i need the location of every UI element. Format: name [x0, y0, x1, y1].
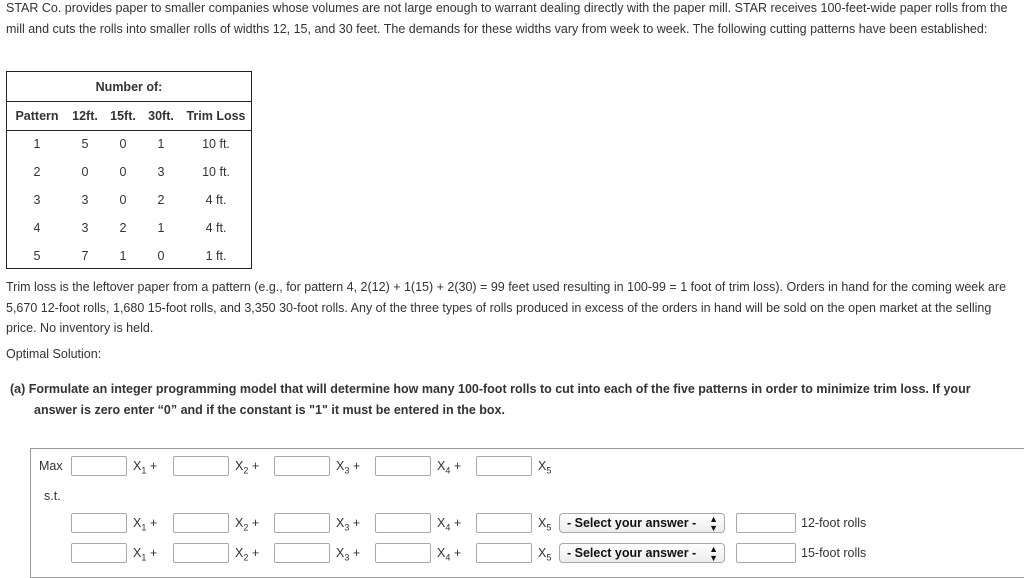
header-trim-loss: Trim Loss — [186, 109, 246, 123]
var-sub: 2 — [243, 465, 249, 476]
plus-sign: + — [251, 516, 260, 530]
table-cell: 4 ft. — [205, 221, 227, 235]
plus-sign: + — [352, 516, 361, 530]
var-letter: X — [538, 516, 547, 530]
objective-row — [31, 454, 1024, 478]
var-x3 — [336, 516, 360, 533]
var-sub: 1 — [141, 522, 147, 533]
plus-sign: + — [149, 516, 158, 530]
var-letter: X — [133, 546, 142, 560]
objective-coef-x4[interactable] — [375, 456, 431, 476]
table-cell: 1 — [33, 137, 41, 151]
table-cell: 0 — [119, 193, 127, 207]
header-30ft: 30ft. — [148, 109, 174, 123]
table-cell: 1 ft. — [205, 249, 227, 263]
table-row — [7, 159, 251, 187]
st-row — [31, 484, 1024, 508]
table-cell: 1 — [157, 137, 165, 151]
table-cell: 1 — [119, 249, 127, 263]
select-label: - Select your answer - — [567, 516, 697, 530]
plus-sign: + — [352, 459, 361, 473]
var-letter: X — [235, 459, 244, 473]
var-x1 — [133, 546, 157, 563]
var-letter: X — [235, 546, 244, 560]
header-15ft: 15ft. — [110, 109, 136, 123]
var-sub: 2 — [243, 552, 249, 563]
c2-coef-x1[interactable] — [71, 543, 127, 563]
part-a-text-line1: Formulate an integer programming model that will determine how many 100-foot rolls to cut into each of the five patterns in order to minimize trim loss. If your — [28, 382, 971, 396]
var-x5 — [538, 459, 551, 476]
var-letter: X — [336, 516, 345, 530]
table-cell: 10 ft. — [202, 165, 230, 179]
var-sub: 1 — [141, 465, 147, 476]
var-letter: X — [336, 459, 345, 473]
table-cell: 0 — [119, 165, 127, 179]
var-letter: X — [133, 459, 142, 473]
table-header-row — [7, 102, 251, 131]
var-letter: X — [437, 516, 446, 530]
c1-rhs-label: 12-foot rolls — [801, 516, 867, 530]
var-sub: 3 — [344, 552, 350, 563]
table-cell: 3 — [81, 193, 89, 207]
plus-sign: + — [352, 546, 361, 560]
table-cell: 0 — [81, 165, 89, 179]
var-x4 — [437, 516, 461, 533]
c1-rhs-input[interactable] — [736, 513, 796, 533]
c1-coef-x2[interactable] — [173, 513, 229, 533]
select-arrows-icon: ▲ ▼ — [709, 544, 718, 563]
table-cell: 4 ft. — [205, 193, 227, 207]
st-label: s.t. — [44, 489, 61, 503]
var-letter: X — [437, 546, 446, 560]
c1-relation-select[interactable] — [559, 513, 725, 533]
header-pattern: Pattern — [15, 109, 59, 123]
c1-coef-x3[interactable] — [274, 513, 330, 533]
var-sub: 1 — [141, 552, 147, 563]
part-a-label: (a) — [10, 382, 26, 396]
trim-loss-paragraph: Trim loss is the leftover paper from a pattern (e.g., for pattern 4, 2(12) + 1(15) + 2(30) = 99 feet used resulting in 100-99 = 1 foot of trim loss). Orders in hand for the coming week are 5,670 12-foot rolls, 1,680 15-foot rolls, and 3,350 30-foot rolls. Any of the three types of rolls produced in excess of the orders in hand will be sold on the open market at the selling price. No inventory is held. — [6, 280, 1007, 335]
table-cell: 3 — [81, 221, 89, 235]
c2-coef-x5[interactable] — [476, 543, 532, 563]
var-letter: X — [336, 546, 345, 560]
table-cell: 0 — [119, 137, 127, 151]
var-sub: 4 — [445, 552, 451, 563]
table-cell: 3 — [33, 193, 41, 207]
table-cell: 4 — [33, 221, 41, 235]
var-sub: 5 — [546, 522, 552, 533]
table-row — [7, 243, 251, 271]
var-letter: X — [235, 516, 244, 530]
header-12ft: 12ft. — [72, 109, 98, 123]
objective-coef-x3[interactable] — [274, 456, 330, 476]
c2-coef-x2[interactable] — [173, 543, 229, 563]
c1-coef-x1[interactable] — [71, 513, 127, 533]
var-x3 — [336, 546, 360, 563]
select-label: - Select your answer - — [567, 546, 697, 560]
table-row — [7, 187, 251, 215]
table-cell: 7 — [81, 249, 89, 263]
table-cell: 5 — [81, 137, 89, 151]
plus-sign: + — [453, 546, 462, 560]
c2-coef-x4[interactable] — [375, 543, 431, 563]
plus-sign: + — [453, 516, 462, 530]
var-x2 — [235, 459, 259, 476]
objective-coef-x5[interactable] — [476, 456, 532, 476]
c1-coef-x5[interactable] — [476, 513, 532, 533]
intro-paragraph: STAR Co. provides paper to smaller companies whose volumes are not large enough to warrant dealing directly with the paper mill. STAR receives 100-feet-wide paper rolls from the mill and cuts the rolls into smaller rolls of widths 12, 15, and 30 feet. The demands for these widths vary from week to week. The following cutting patterns have been established: — [6, 1, 1008, 36]
objective-coef-x1[interactable] — [71, 456, 127, 476]
var-sub: 2 — [243, 522, 249, 533]
constraint-row-15ft — [31, 541, 1024, 565]
part-a-text-line2: answer is zero enter “0” and if the constant is "1" it must be entered in the box. — [34, 402, 505, 417]
constraint-row-12ft — [31, 511, 1024, 535]
var-x1 — [133, 516, 157, 533]
objective-label: Max — [39, 459, 63, 473]
plus-sign: + — [149, 546, 158, 560]
var-x4 — [437, 459, 461, 476]
c2-rhs-label: 15-foot rolls — [801, 546, 867, 560]
var-x5 — [538, 546, 551, 563]
table-cell: 2 — [119, 221, 127, 235]
var-sub: 3 — [344, 465, 350, 476]
table-cell: 5 — [33, 249, 41, 263]
plus-sign: + — [251, 546, 260, 560]
plus-sign: + — [251, 459, 260, 473]
var-x1 — [133, 459, 157, 476]
var-sub: 5 — [546, 465, 552, 476]
var-x3 — [336, 459, 360, 476]
c1-coef-x4[interactable] — [375, 513, 431, 533]
var-sub: 3 — [344, 522, 350, 533]
var-letter: X — [437, 459, 446, 473]
table-cell: 0 — [157, 249, 165, 263]
var-letter: X — [538, 459, 547, 473]
table-cell: 1 — [157, 221, 165, 235]
plus-sign: + — [453, 459, 462, 473]
var-x2 — [235, 516, 259, 533]
var-sub: 4 — [445, 522, 451, 533]
c2-coef-x3[interactable] — [274, 543, 330, 563]
cutting-pattern-table — [6, 71, 252, 269]
table-row — [7, 215, 251, 243]
var-letter: X — [133, 516, 142, 530]
table-cell: 3 — [157, 165, 165, 179]
objective-coef-x2[interactable] — [173, 456, 229, 476]
part-a-question — [10, 379, 1010, 420]
ip-model-box — [30, 448, 1024, 578]
var-letter: X — [538, 546, 547, 560]
optimal-solution-label: Optimal Solution: — [6, 347, 102, 361]
table-cell: 2 — [33, 165, 41, 179]
var-sub: 4 — [445, 465, 451, 476]
c2-relation-select[interactable] — [559, 543, 725, 563]
var-sub: 5 — [546, 552, 552, 563]
table-cell: 2 — [157, 193, 165, 207]
var-x5 — [538, 516, 551, 533]
var-x4 — [437, 546, 461, 563]
c2-rhs-input[interactable] — [736, 543, 796, 563]
table-caption: Number of: — [7, 72, 251, 102]
select-arrows-icon: ▲ ▼ — [709, 514, 718, 533]
plus-sign: + — [149, 459, 158, 473]
var-x2 — [235, 546, 259, 563]
table-row — [7, 131, 251, 159]
table-cell: 10 ft. — [202, 137, 230, 151]
